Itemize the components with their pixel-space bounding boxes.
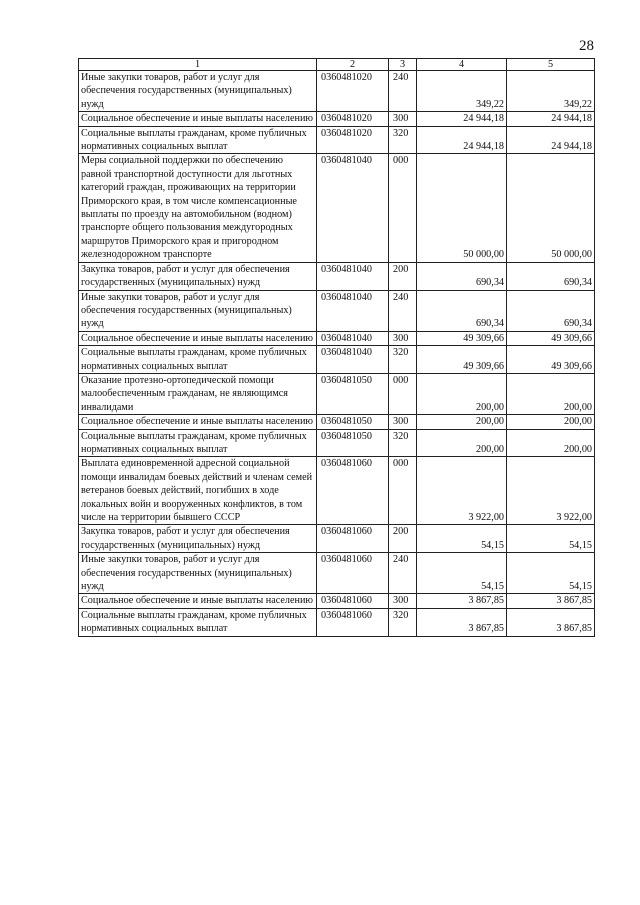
table-row bbox=[79, 457, 595, 525]
column-header: 1 bbox=[79, 59, 317, 71]
amount-col5-cell: 24 944,18 bbox=[507, 112, 595, 126]
code-cell: 0360481020 bbox=[317, 71, 389, 112]
table-row bbox=[79, 331, 595, 345]
description-cell: Иные закупки товаров, работ и услуг для обеспечения государственных (муниципальных) нужд bbox=[79, 71, 317, 112]
amount-col4-cell: 690,34 bbox=[417, 262, 507, 290]
code-cell: 0360481050 bbox=[317, 373, 389, 414]
expense-type-cell: 300 bbox=[389, 594, 417, 608]
amount-col4-cell: 349,22 bbox=[417, 71, 507, 112]
amount-col5-cell: 690,34 bbox=[507, 290, 595, 331]
table-row bbox=[79, 608, 595, 636]
budget-table bbox=[78, 58, 595, 637]
amount-col4-cell: 3 867,85 bbox=[417, 594, 507, 608]
amount-col5-cell: 200,00 bbox=[507, 429, 595, 457]
table-row bbox=[79, 553, 595, 594]
table-row bbox=[79, 429, 595, 457]
expense-type-cell: 000 bbox=[389, 457, 417, 525]
table-row bbox=[79, 346, 595, 374]
expense-type-cell: 200 bbox=[389, 262, 417, 290]
column-number-header-row bbox=[79, 59, 595, 71]
code-cell: 0360481060 bbox=[317, 553, 389, 594]
description-cell: Социальные выплаты гражданам, кроме публичных нормативных социальных выплат bbox=[79, 126, 317, 154]
code-cell: 0360481020 bbox=[317, 112, 389, 126]
column-header: 2 bbox=[317, 59, 389, 71]
amount-col5-cell: 3 867,85 bbox=[507, 594, 595, 608]
description-cell: Социальные выплаты гражданам, кроме публичных нормативных социальных выплат bbox=[79, 608, 317, 636]
amount-col4-cell: 200,00 bbox=[417, 415, 507, 429]
code-cell: 0360481050 bbox=[317, 429, 389, 457]
expense-type-cell: 300 bbox=[389, 415, 417, 429]
amount-col5-cell: 50 000,00 bbox=[507, 154, 595, 262]
code-cell: 0360481060 bbox=[317, 525, 389, 553]
amount-col5-cell: 200,00 bbox=[507, 373, 595, 414]
description-cell: Оказание протезно-ортопедической помощи малообеспеченным гражданам, не являющимся инвалидами bbox=[79, 373, 317, 414]
description-cell: Иные закупки товаров, работ и услуг для обеспечения государственных (муниципальных) нужд bbox=[79, 290, 317, 331]
expense-type-cell: 300 bbox=[389, 331, 417, 345]
table-row bbox=[79, 71, 595, 112]
table-row bbox=[79, 290, 595, 331]
expense-type-cell: 240 bbox=[389, 290, 417, 331]
code-cell: 0360481040 bbox=[317, 262, 389, 290]
amount-col5-cell: 3 922,00 bbox=[507, 457, 595, 525]
code-cell: 0360481040 bbox=[317, 331, 389, 345]
amount-col4-cell: 49 309,66 bbox=[417, 346, 507, 374]
table-row bbox=[79, 373, 595, 414]
expense-type-cell: 300 bbox=[389, 112, 417, 126]
table-row bbox=[79, 126, 595, 154]
amount-col4-cell: 49 309,66 bbox=[417, 331, 507, 345]
expense-type-cell: 200 bbox=[389, 525, 417, 553]
description-cell: Закупка товаров, работ и услуг для обеспечения государственных (муниципальных) нужд bbox=[79, 262, 317, 290]
expense-type-cell: 320 bbox=[389, 346, 417, 374]
description-cell: Социальные выплаты гражданам, кроме публичных нормативных социальных выплат bbox=[79, 346, 317, 374]
description-cell: Меры социальной поддержки по обеспечению равной транспортной доступности для льготных категорий граждан, проживающих на территории Приморского края, в том числе компенсационные выплаты по проезду на автомобильном (водном) транспорте общего пользования междугородных маршрутов Приморского края и пригородном железнодорожном транспорте bbox=[79, 154, 317, 262]
amount-col4-cell: 24 944,18 bbox=[417, 112, 507, 126]
table-row bbox=[79, 594, 595, 608]
amount-col4-cell: 690,34 bbox=[417, 290, 507, 331]
code-cell: 0360481040 bbox=[317, 290, 389, 331]
column-header: 4 bbox=[417, 59, 507, 71]
page-number: 28 bbox=[579, 38, 594, 54]
description-cell: Социальное обеспечение и иные выплаты населению bbox=[79, 112, 317, 126]
expense-type-cell: 320 bbox=[389, 429, 417, 457]
amount-col4-cell: 200,00 bbox=[417, 373, 507, 414]
amount-col4-cell: 54,15 bbox=[417, 525, 507, 553]
code-cell: 0360481060 bbox=[317, 608, 389, 636]
column-header: 3 bbox=[389, 59, 417, 71]
code-cell: 0360481040 bbox=[317, 346, 389, 374]
amount-col5-cell: 49 309,66 bbox=[507, 346, 595, 374]
code-cell: 0360481050 bbox=[317, 415, 389, 429]
description-cell: Закупка товаров, работ и услуг для обеспечения государственных (муниципальных) нужд bbox=[79, 525, 317, 553]
amount-col5-cell: 690,34 bbox=[507, 262, 595, 290]
amount-col4-cell: 54,15 bbox=[417, 553, 507, 594]
amount-col4-cell: 24 944,18 bbox=[417, 126, 507, 154]
expense-type-cell: 000 bbox=[389, 373, 417, 414]
amount-col5-cell: 54,15 bbox=[507, 553, 595, 594]
table-row bbox=[79, 154, 595, 262]
description-cell: Выплата единовременной адресной социальной помощи инвалидам боевых действий и членам семей ветеранов боевых действий, погибших в ходе локальных войн и вооруженных конфликтов, в том числе на территории бывшего СССР bbox=[79, 457, 317, 525]
expense-type-cell: 320 bbox=[389, 608, 417, 636]
amount-col5-cell: 54,15 bbox=[507, 525, 595, 553]
amount-col4-cell: 3 867,85 bbox=[417, 608, 507, 636]
expense-type-cell: 000 bbox=[389, 154, 417, 262]
budget-table-body bbox=[79, 59, 595, 637]
amount-col4-cell: 50 000,00 bbox=[417, 154, 507, 262]
amount-col5-cell: 49 309,66 bbox=[507, 331, 595, 345]
amount-col4-cell: 200,00 bbox=[417, 429, 507, 457]
expense-type-cell: 240 bbox=[389, 71, 417, 112]
code-cell: 0360481060 bbox=[317, 457, 389, 525]
amount-col4-cell: 3 922,00 bbox=[417, 457, 507, 525]
amount-col5-cell: 3 867,85 bbox=[507, 608, 595, 636]
description-cell: Социальное обеспечение и иные выплаты населению bbox=[79, 415, 317, 429]
table-row bbox=[79, 525, 595, 553]
code-cell: 0360481040 bbox=[317, 154, 389, 262]
expense-type-cell: 240 bbox=[389, 553, 417, 594]
table-row bbox=[79, 415, 595, 429]
description-cell: Социальное обеспечение и иные выплаты населению bbox=[79, 331, 317, 345]
amount-col5-cell: 24 944,18 bbox=[507, 126, 595, 154]
description-cell: Социальные выплаты гражданам, кроме публичных нормативных социальных выплат bbox=[79, 429, 317, 457]
column-header: 5 bbox=[507, 59, 595, 71]
table-row bbox=[79, 262, 595, 290]
table-row bbox=[79, 112, 595, 126]
description-cell: Иные закупки товаров, работ и услуг для обеспечения государственных (муниципальных) нужд bbox=[79, 553, 317, 594]
expense-type-cell: 320 bbox=[389, 126, 417, 154]
amount-col5-cell: 349,22 bbox=[507, 71, 595, 112]
amount-col5-cell: 200,00 bbox=[507, 415, 595, 429]
code-cell: 0360481060 bbox=[317, 594, 389, 608]
description-cell: Социальное обеспечение и иные выплаты населению bbox=[79, 594, 317, 608]
code-cell: 0360481020 bbox=[317, 126, 389, 154]
